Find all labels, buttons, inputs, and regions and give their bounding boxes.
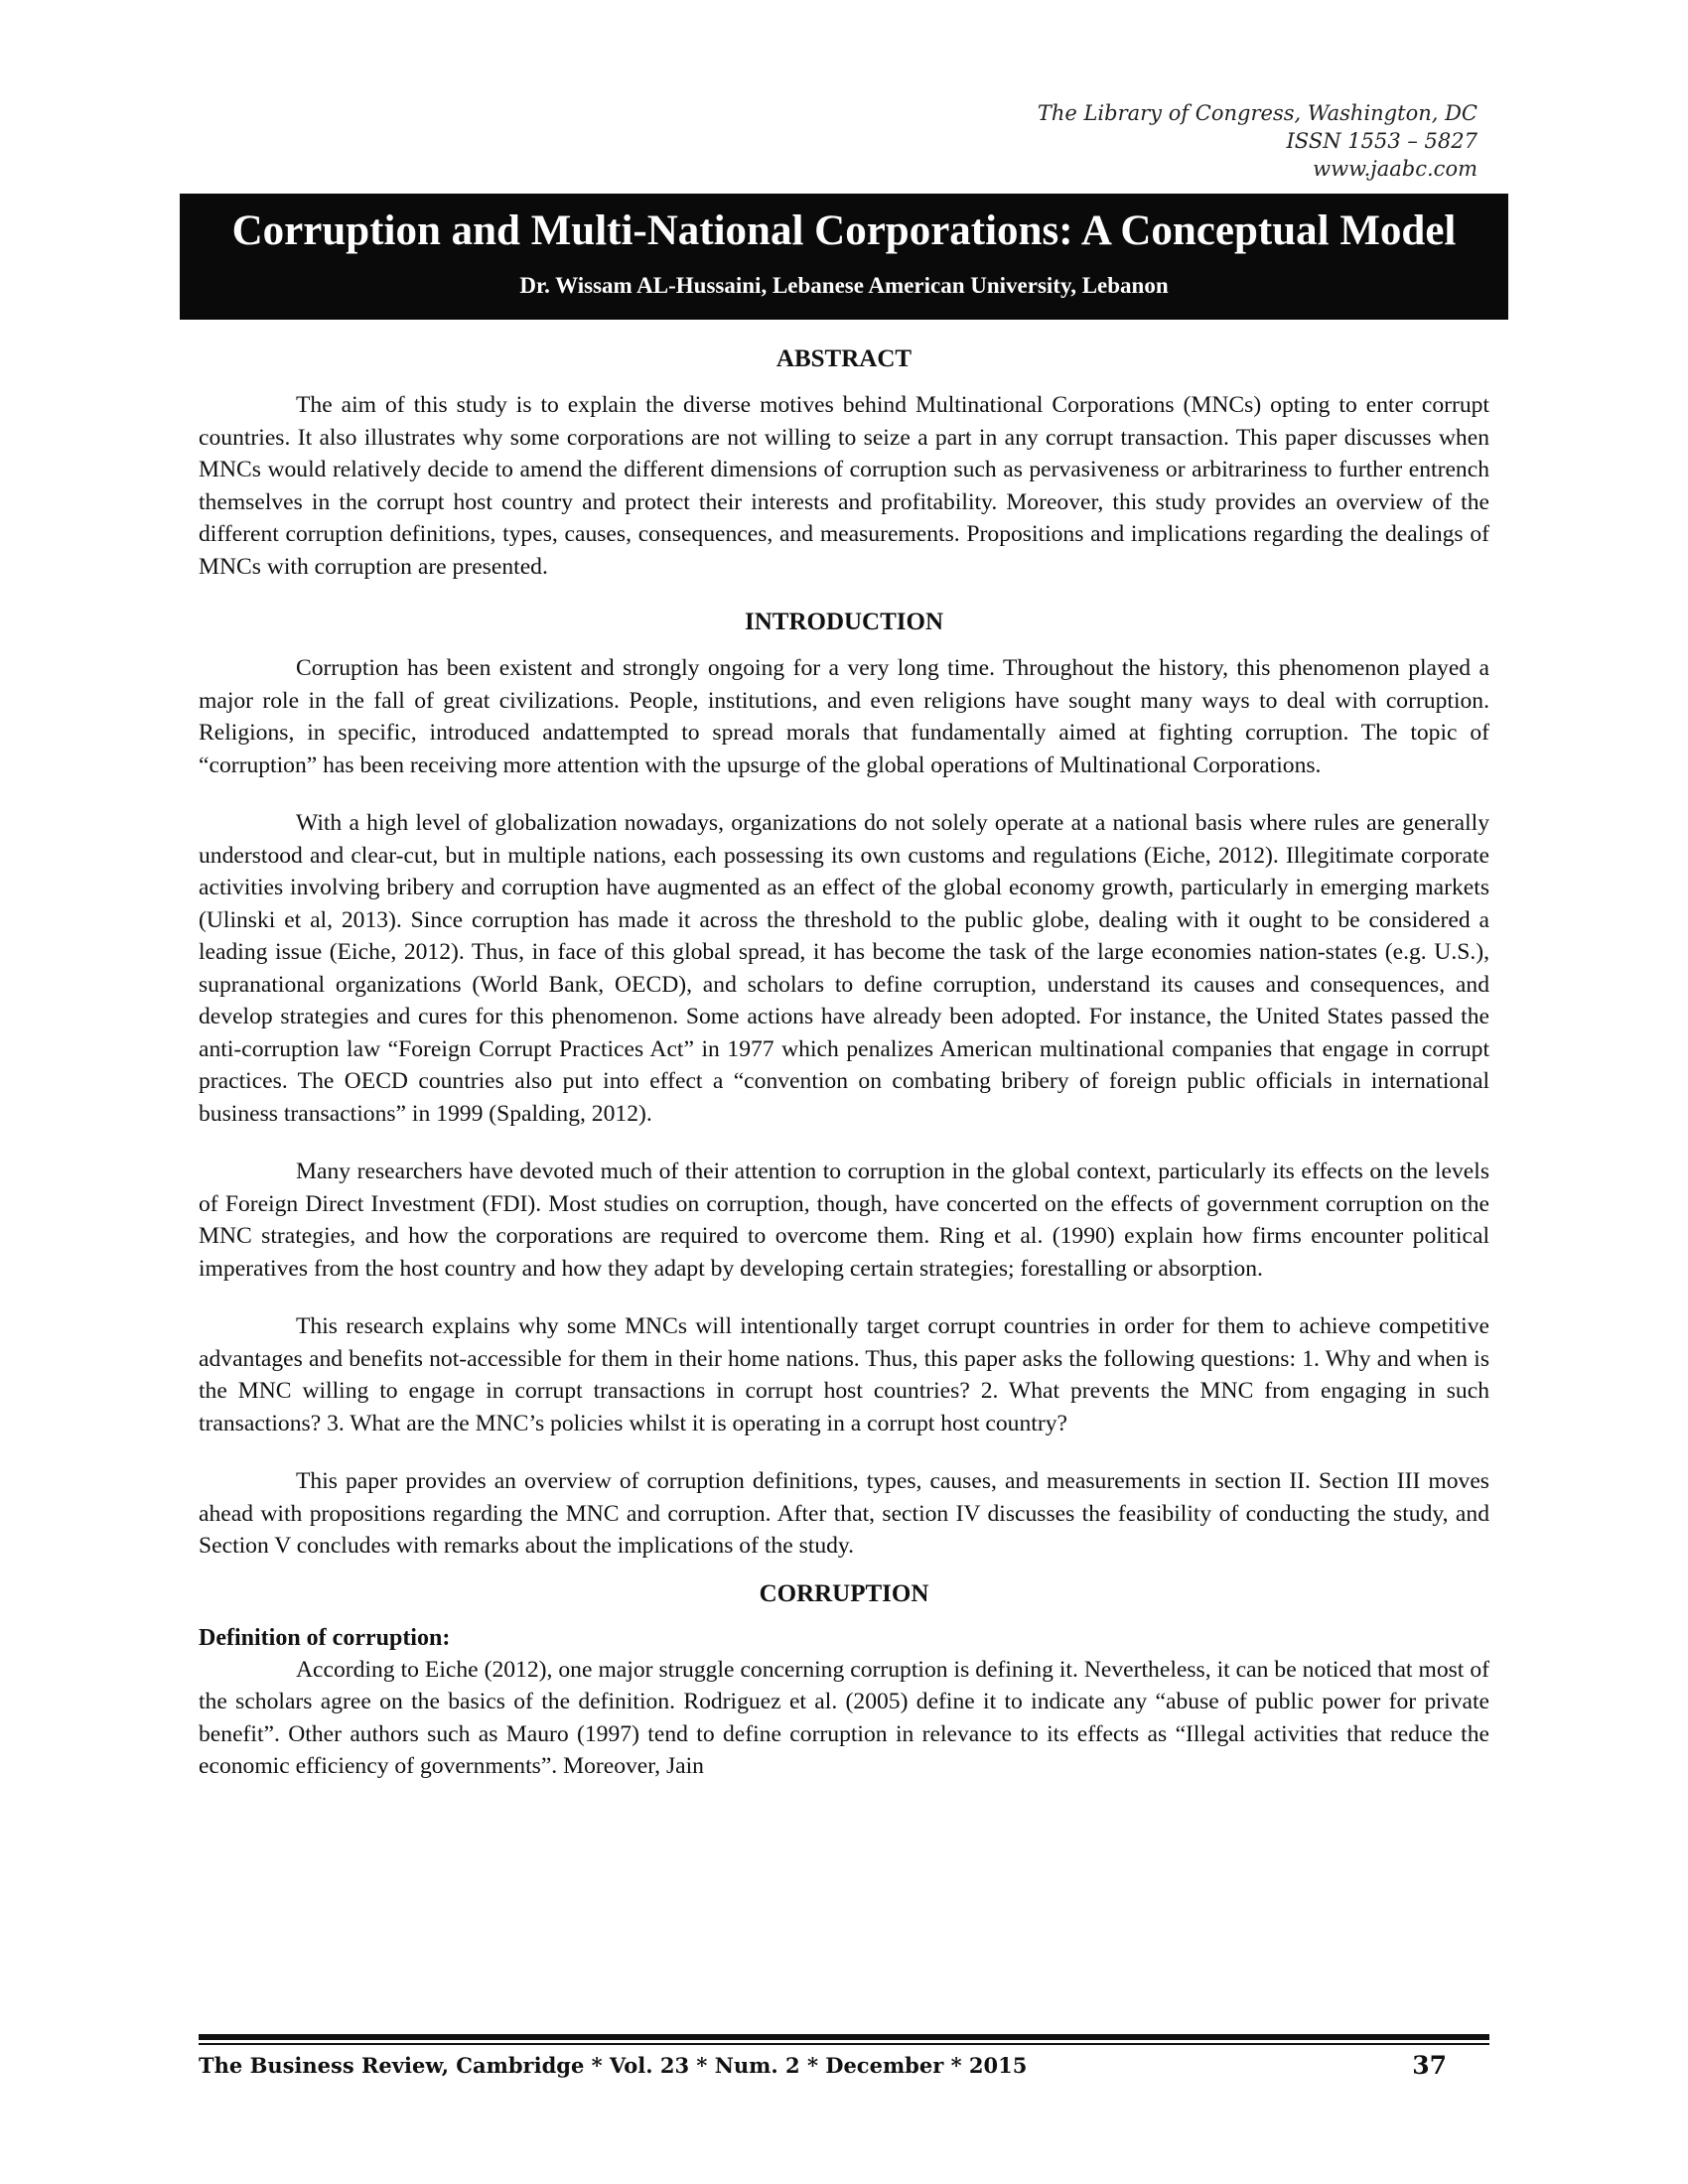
publication-website: www.jaabc.com [1313,157,1477,181]
footer-journal-info: The Business Review, Cambridge * Vol. 23 * Num. 2 * December * 2015 [199,2053,1028,2078]
footer-rule [199,2034,1489,2040]
introduction-paragraph: This paper provides an overview of corruption definitions, types, causes, and measurements in section II. Section III moves ahead with propositions regarding the MNC and corruption. After that, section IV discusses the feasibility of conducting the study, and Section V concludes with remarks about the implications of the study. [199,1468,1489,1559]
definition-subheading: Definition of corruption: [199,1624,451,1651]
footer-rule-thin [199,2043,1489,2045]
introduction-paragraph: With a high level of globalization nowadays, organizations do not solely operate at a national basis where rules are generally understood and clear-cut, but in multiple nations, each possessing its own customs and regulations (Eiche, 2012). Illegitimate corporate activities involving bribery and corruption have augmented as an effect of the global economy growth, particularly in emerging markets (Ulinski et al, 2013). Since corruption has made it across the threshold to the public globe, dealing with it ought to be considered a leading issue (Eiche, 2012). Thus, in face of this global spread, it has become the task of the large economies nation-states (e.g. U.S.), supranational organizations (World Bank, OECD), and scholars to define corruption, understand its causes and consequences, and develop strategies and cures for this phenomenon. Some actions have already been adopted. For instance, the United States passed the anti-corruption law “Foreign Corrupt Practices Act” in 1977 which penalizes American multinational companies that engage in corrupt practices. The OECD countries also put into effect a “convention on combating bribery of foreign public officials in international business transactions” in 1999 (Spalding, 2012). [199,810,1489,1127]
abstract-heading: ABSTRACT [775,345,913,372]
paper-body [199,341,1489,1783]
paper-title: Corruption and Multi-National Corporations: A Conceptual Model [231,207,1457,254]
title-banner [180,194,1508,320]
introduction-heading: INTRODUCTION [744,609,944,635]
introduction-paragraph: Corruption has been existent and strongly ongoing for a very long time. Throughout the history, this phenomenon played a major role in the fall of great civilizations. People, institutions, and even religions have sought many ways to deal with corruption. Religions, in specific, introduced andattempted to spread morals that fundamentally aimed at fighting corruption. The topic of “corruption” has been receiving more attention with the upsurge of the global operations of Multinational Corporations. [199,655,1489,778]
paper-author: Dr. Wissam AL-Hussaini, Lebanese American University, Lebanon [519,273,1169,298]
corruption-paragraph: According to Eiche (2012), one major struggle concerning corruption is defining it. Nevertheless, it can be noticed that most of the scholars agree on the basics of the definition. Rodriguez et al. (2005) define it to indicate any “abuse of public power for private benefit”. Other authors such as Mauro (1997) tend to define corruption in relevance to its effects as “Illegal activities that reduce the economic efficiency of governments”. Moreover, Jain [199,1656,1489,1779]
introduction-paragraph: Many researchers have devoted much of their attention to corruption in the global context, particularly its effects on the levels of Foreign Direct Investment (FDI). Most studies on corruption, though, have concerted on the effects of government corruption on the MNC strategies, and how the corporations are required to overcome them. Ring et al. (1990) explain how firms encounter political imperatives from the host country and how they adapt by developing certain strategies; forestalling or absorption. [199,1159,1489,1282]
publication-issn: ISSN 1553 – 5827 [1286,129,1477,153]
publication-info [1038,99,1477,183]
corruption-heading: CORRUPTION [759,1579,929,1607]
introduction-paragraph: This research explains why some MNCs will intentionally target corrupt countries in order for them to achieve competitive advantages and benefits not-accessible for them in their home nations. Thus, this paper asks the following questions: 1. Why and when is the MNC willing to engage in corrupt transactions in corrupt host countries? 2. What prevents the MNC from engaging in such transactions? 3. What are the MNC’s policies whilst it is operating in a corrupt host country? [199,1313,1489,1436]
publication-library: The Library of Congress, Washington, DC [1037,101,1477,125]
abstract-text: The aim of this study is to explain the diverse motives behind Multinational Corporations (MNCs) opting to enter corrupt countries. It also illustrates why some corporations are not willing to seize a part in any corrupt transaction. This paper discusses when MNCs would relatively decide to amend the different dimensions of corruption such as pervasiveness or arbitrariness to further entrench themselves in the corrupt host country and protect their interests and profitability. Moreover, this study provides an overview of the different corruption definitions, types, causes, consequences, and measurements. Propositions and implications regarding the dealings of MNCs with corruption are presented. [199,392,1489,580]
page-number: 37 [1412,2051,1447,2080]
